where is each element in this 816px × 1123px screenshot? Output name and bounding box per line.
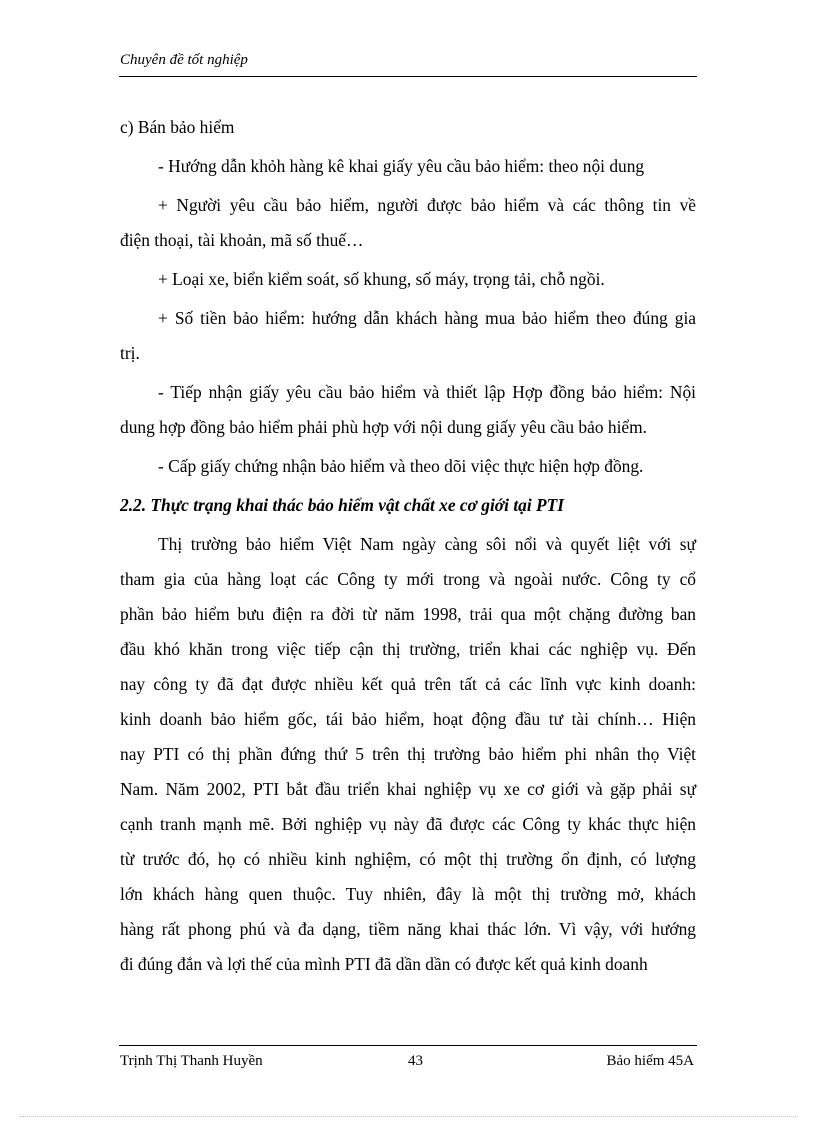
header-title: Chuyên đề tốt nghiệp	[120, 52, 248, 68]
paragraph-line: đi đúng đắn và lợi thế của mình PTI đã dần dần có được kết quả kinh doanh	[120, 954, 648, 974]
page-bottom-divider	[20, 1116, 796, 1117]
paragraph-line: cạnh tranh mạnh mẽ. Bởi nghiệp vụ này đã được các Công ty khác thực hiện	[120, 814, 696, 834]
paragraph-line: - Tiếp nhận giấy yêu cầu bảo hiểm và thiết lập Hợp đồng bảo hiểm: Nội	[158, 382, 696, 402]
paragraph-item-2	[120, 188, 696, 258]
paragraph-item-3: + Loại xe, biển kiểm soát, số khung, số máy, trọng tải, chỗ ngồi.	[158, 269, 605, 289]
paragraph-line: từ trước đó, họ có nhiều kinh nghiệm, có một thị trường ổn định, có lượng	[120, 849, 696, 869]
paragraph-line: điện thoại, tài khoản, mã số thuế…	[120, 230, 364, 250]
paragraph-line: hàng rất phong phú và đa dạng, tiềm năng khai thác lớn. Vì vậy, với hướng	[120, 919, 696, 939]
paragraph-line: nay công ty đã đạt được nhiều kết quả trên tất cả các lĩnh vực kinh doanh:	[120, 674, 696, 694]
paragraph-item-1: - Hướng dẫn khỏh hàng kê khai giấy yêu cầu bảo hiểm: theo nội dung	[158, 156, 645, 176]
header-rule	[119, 76, 697, 77]
paragraph-line: dung hợp đồng bảo hiểm phải phù hợp với nội dung giấy yêu cầu bảo hiểm.	[120, 417, 648, 437]
paragraph-item-5	[120, 375, 696, 445]
paragraph-line: phần bảo hiểm bưu điện ra đời từ năm 1998, trải qua một chặng đường ban	[120, 604, 696, 624]
document-body	[120, 110, 696, 982]
paragraph-line: + Người yêu cầu bảo hiểm, người được bảo hiểm và các thông tin về	[158, 195, 696, 215]
paragraph-line: kinh doanh bảo hiểm gốc, tái bảo hiểm, hoạt động đầu tư tài chính… Hiện	[120, 709, 696, 729]
section-c-title: c) Bán bảo hiểm	[120, 117, 235, 137]
paragraph-line: Thị trường bảo hiểm Việt Nam ngày càng sôi nổi và quyết liệt với sự	[158, 534, 696, 554]
footer-rule	[119, 1045, 697, 1046]
paragraph-line: lớn khách hàng quen thuộc. Tuy nhiên, đây là một thị trường mở, khách	[120, 884, 696, 904]
paragraph-line: trị.	[120, 343, 140, 363]
paragraph-line: đầu khó khăn trong việc tiếp cận thị trường, triển khai các nghiệp vụ. Đến	[120, 639, 696, 659]
paragraph-line: + Số tiền bảo hiểm: hướng dẫn khách hàng mua bảo hiểm theo đúng gia	[158, 308, 696, 328]
paragraph-line: tham gia của hàng loạt các Công ty mới trong và ngoài nước. Công ty cổ	[120, 569, 696, 589]
paragraph-line: nay PTI có thị phần đứng thứ 5 trên thị trường bảo hiểm phi nhân thọ Việt	[120, 744, 696, 764]
paragraph-body	[120, 527, 696, 982]
paragraph-line: Nam. Năm 2002, PTI bắt đầu triển khai nghiệp vụ xe cơ giới và gặp phải sự	[120, 779, 696, 799]
footer-author: Trịnh Thị Thanh Huyền	[120, 1053, 263, 1069]
paragraph-item-6: - Cấp giấy chứng nhận bảo hiểm và theo dõi việc thực hiện hợp đồng.	[158, 456, 644, 476]
footer-page-number: 43	[408, 1053, 423, 1069]
footer-class: Bảo hiểm 45A	[606, 1053, 694, 1069]
section-heading: 2.2. Thực trạng khai thác bảo hiểm vật chất xe cơ giới tại PTI	[120, 495, 565, 515]
paragraph-item-4	[120, 301, 696, 371]
